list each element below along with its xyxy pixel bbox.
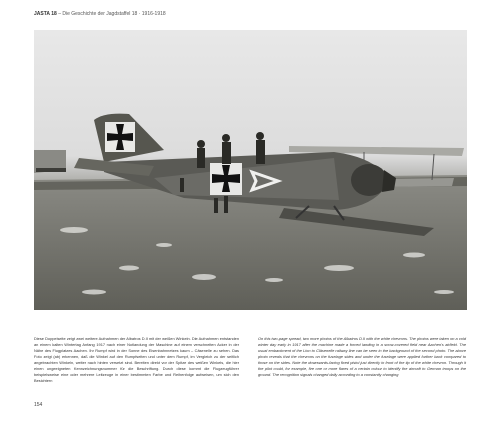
aircraft-photo-drawing [34, 30, 467, 310]
aircraft-photo [34, 30, 467, 310]
caption-english: On this two-page spread, two more photos of the Albatros D.II with the white chevrons. The photos were taken on a cold winter day early in 1917 after the machine made a forced landing in a snow-covered field near Aachen's airfield. The usual embankment of the Lion to Cläsenelle railway line can be seen in the background of the second photo. The above photo reveals that the chevrons on the fuselage sides and under the fuselage were applied further back compared to those on the sides. Note the downwards-facing fixed pistol just directly in front of the tip of the white chevron. Through it the pilot could, for example, fire one or more flares of a certain colour to identify the aircraft to German troops on the ground. The recognition signals changed daily according to a constantly changing [258, 336, 466, 377]
header-section: JASTA 18 [34, 11, 57, 17]
header-title: – Die Geschichte der Jagdstaffel 18 · 1916-1918 [58, 11, 166, 17]
page-number: 154 [34, 402, 43, 408]
running-header [34, 11, 166, 17]
caption-german: Diese Doppelseite zeigt zwei weitere Aufnahmen der Albatros D.II mit der weißen Winkeln. Die Aufnahmen entstanden an einem kalten Wintertag Anfang 1917 nach einer Notlandung der Maschine auf einem verschneiten Acker in der Nähe des Flugplatzes Aachen. Ihr Rumpf wird in der Sonne des Eisenbahnnetzes kaum – Cäsenelle zu sehen. Das Foto zeigt (ab) erkennen, daß die Winkel auf den Rumpfseiten und unter dem Rumpf, im Vergleich zu der seitlich angebrachten Winkeln, weiter nach hinten versetzt sind. Bereiten direkt vor der Spitze des weißen Winkels, die hier einen ungeeigneten Kennzeichnungsnummer für die Beschriftung. Durch diese kommt die Flugzeugführer beispielsweise eine oder mehrere Leitzeuge in einer bestimmten Farbe und Reihenfolge aufweisen, um sich den Besichtern [34, 336, 239, 383]
